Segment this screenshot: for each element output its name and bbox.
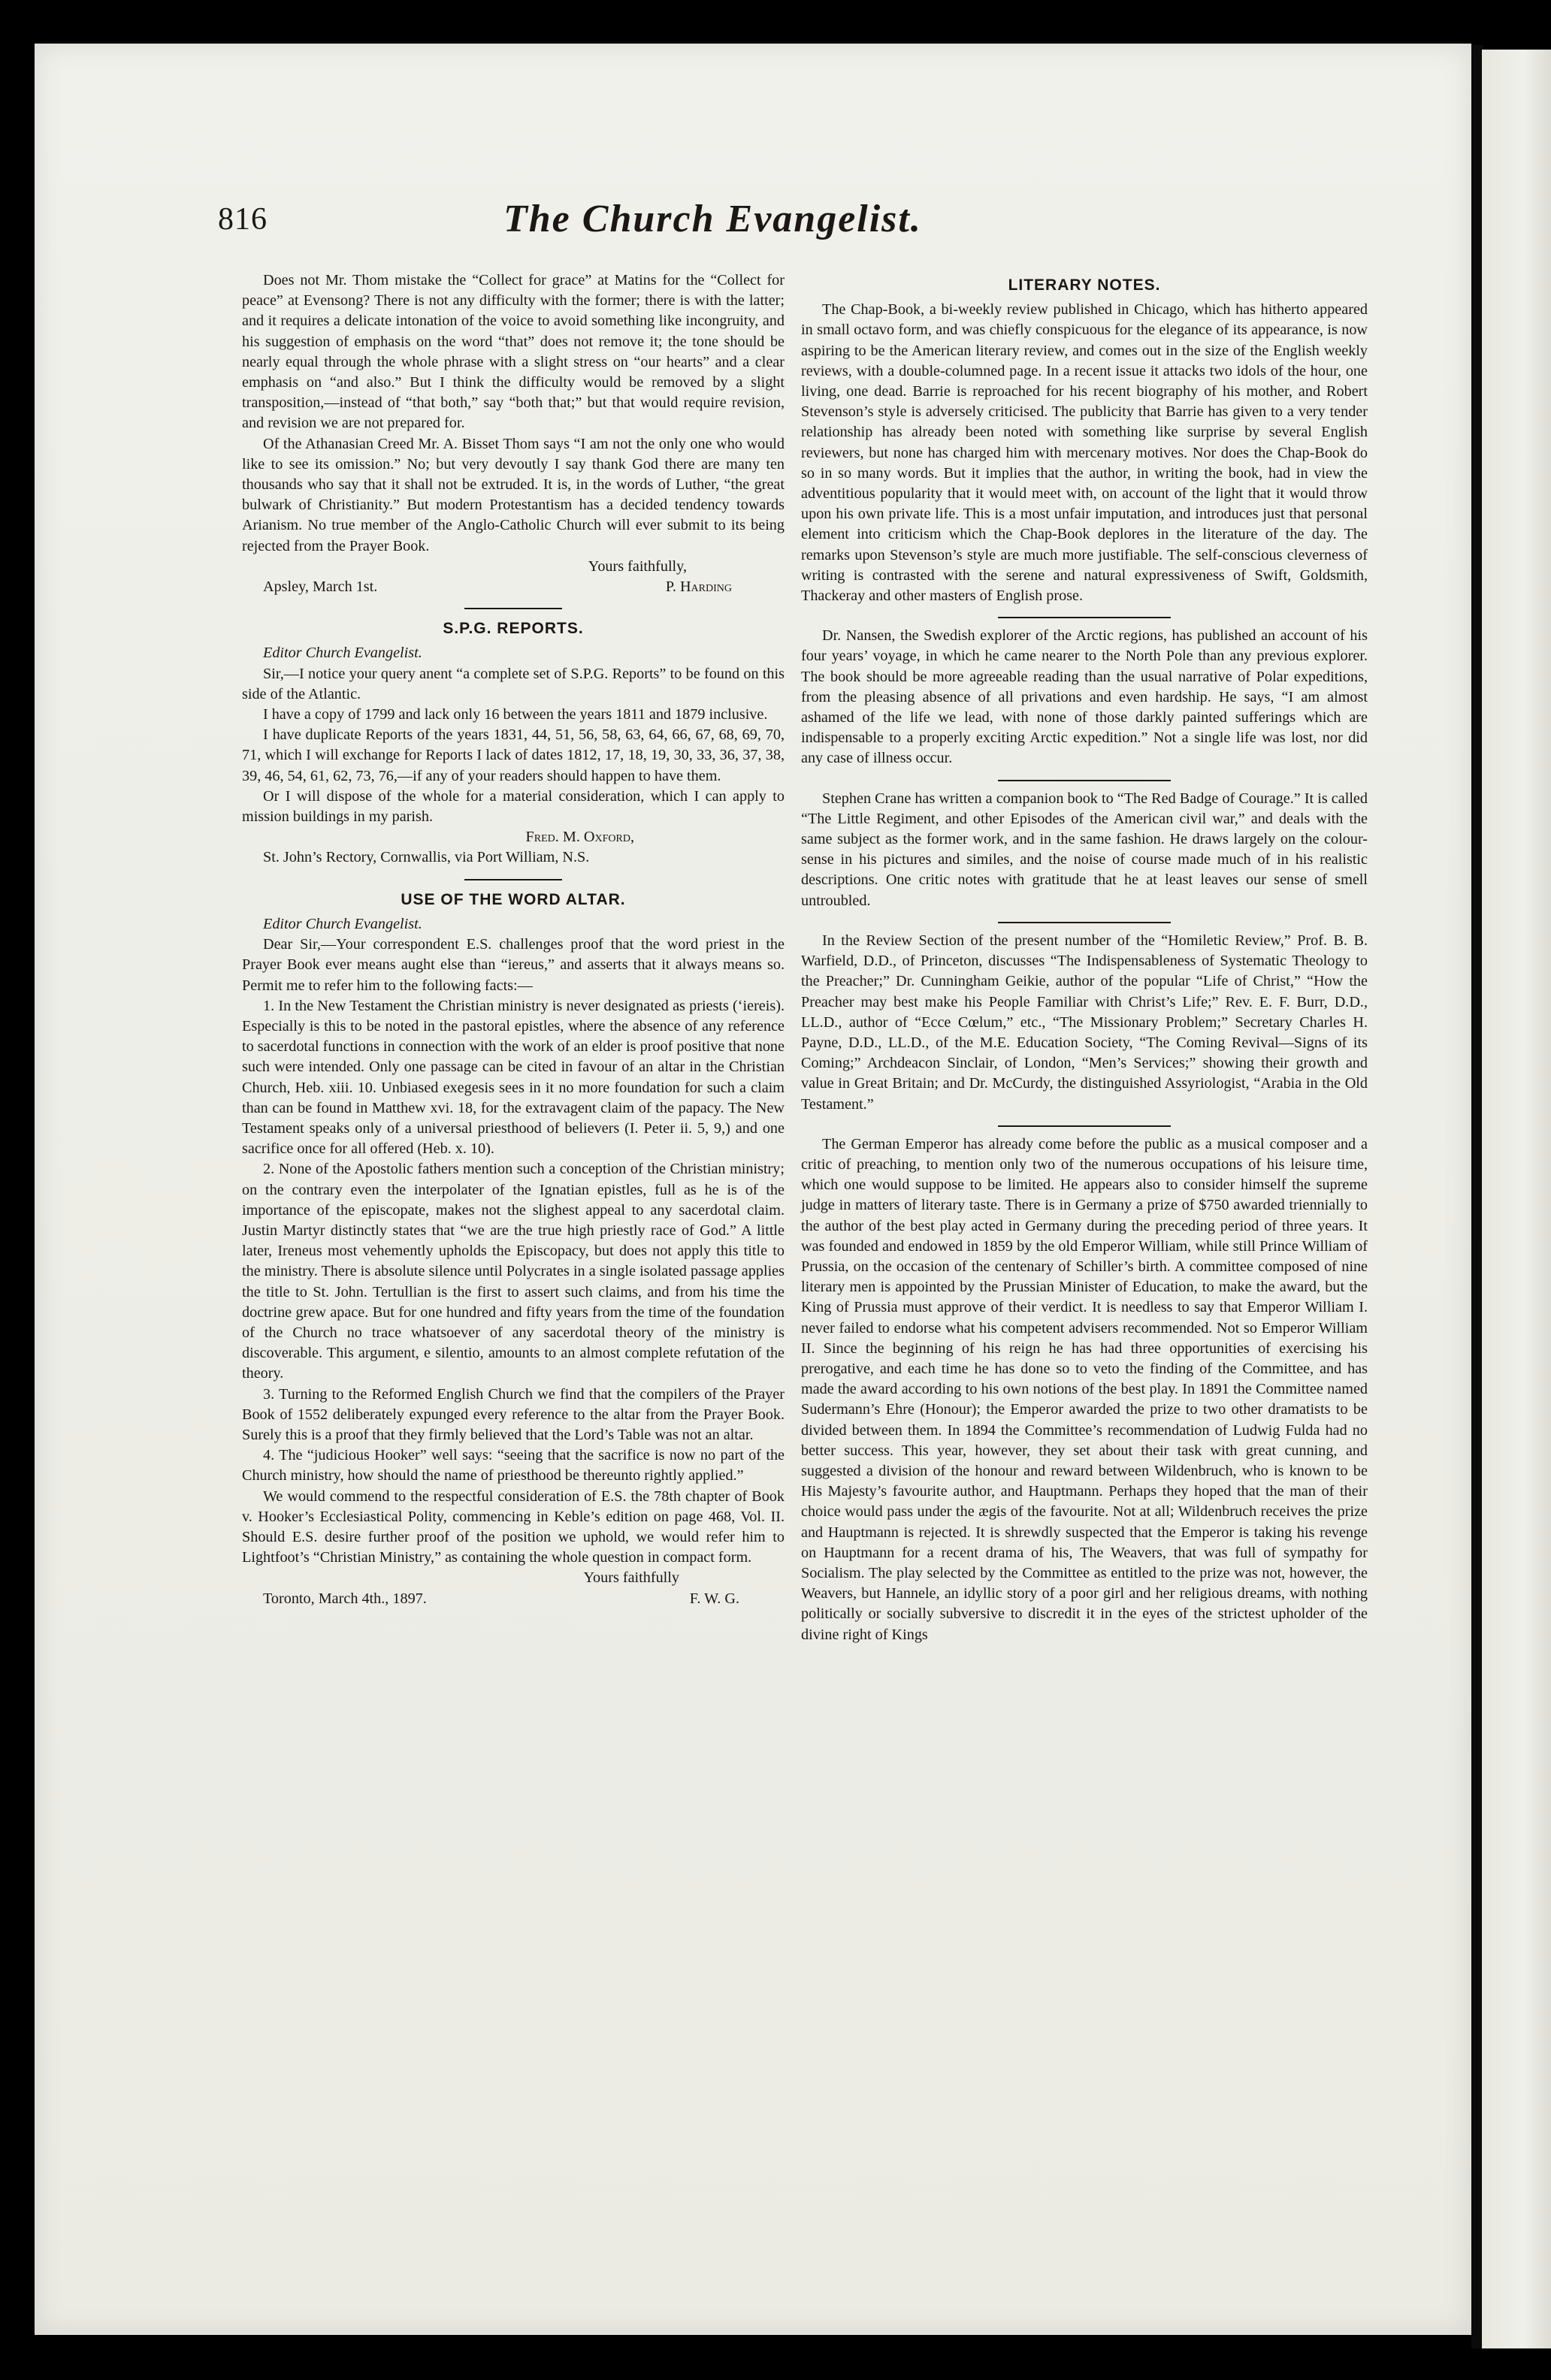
paragraph: Of the Athanasian Creed Mr. A. Bisset Thom says “I am not the only one who would like to see its omission.” No; but very devoutly I say thank God there are many ten thousands who say that it shall not be extruded. It is, in the words of Luther, “the great bulwark of Christianity.” But modern Protestantism has a decided tendency towards Arianism. No true member of the Anglo-Catholic Church will ever submit to its being rejected from the Prayer Book.: [242, 435, 785, 554]
letter-signature: P. Harding: [665, 578, 732, 596]
paragraph: 2. None of the Apostolic fathers mention such a conception of the Christian ministry; on the contrary even the interpolater of the Ignatian epistles, full as he is of the importance of the episcopate, makes not the slighest appeal to any sacerdotal claim. Justin Martyr distinctly states that “we are the true high priestly race of God.” A little later, Ireneus most vehemently upholds the Episcopacy, but does not apply this title to the ministry. There is absolute silence until Polycrates in a single isolated passage applies the title to St. John. Tertullian is the first to assert such claims, and from his time the doctrine grew apace. But for one hundred and fifty years from the time of the foundation of the Church no trace whatsoever of any sacerdotal theory of the ministry is discoverable. This argument, e silentio, amounts to an almost complete refutation of the theory.: [242, 1161, 785, 1382]
letter-place: Toronto, March 4th., 1897.: [263, 1590, 427, 1607]
letter-place: Apsley, March 1st.: [263, 578, 378, 596]
letter-collect: [242, 270, 785, 597]
section-spg-reports: [242, 618, 785, 868]
paragraph: 1. In the New Testament the Christian ministry is never designated as priests (‘iereis). Especially is this to be noted in the pastoral epistles, where the absence of any reference to sacerdotal functions in connection with the work of an elder is proof positive that none such were intended. Only one passage can be cited in favour of an altar in the Christian Church, Heb. xiii. 10. Unbiased exegesis sees in it no more foundation for such a claim than can be found in Matthew xvi. 18, for the extravagent claim of the papacy. The New Testament speaks only of a universal priesthood of believers (I. Peter ii. 5, 9,) and one sacrifice once for all offered (Heb. x. 10).: [242, 997, 785, 1158]
note-divider: [998, 780, 1171, 781]
literary-note: Dr. Nansen, the Swedish explorer of the Arctic regions, has published an account of his four years’ voyage, in which he came nearer to the North Pole than any previous explorer. The book should be more agreeable reading than the usual narrative of Polar expeditions, from the pleasing absence of all privations and even hardship. He says, “I am almost ashamed of the life we lead, with none of those darkly painted sufferings which are indispensable to a properly exciting Arctic expedition.” Not a single life was lost, nor did any case of illness occur.: [801, 627, 1368, 767]
paragraph: I have a copy of 1799 and lack only 16 between the years 1811 and 1879 inclusive.: [263, 706, 768, 723]
section-divider: [464, 879, 562, 880]
letter-closing: Yours faithfully: [583, 1569, 679, 1587]
page-header: [218, 197, 1363, 249]
right-column: [801, 270, 1368, 1645]
note-divider: [998, 1125, 1171, 1127]
section-heading: LITERARY NOTES.: [1008, 276, 1161, 294]
literary-note: The Chap-Book, a bi-weekly review published in Chicago, which has hitherto appeared in small octavo form, and was chiefly conspicuous for the elegance of its appearance, is now aspiring to be the American literary review, and comes out in the size of the English weekly reviews, with a double-columned page. In a recent issue it attacks two idols of the hour, one living, one dead. Barrie is reproached for his recent biography of his mother, and Robert Stevenson’s style is adversely criticised. The publicity that Barrie has given to a very tender relationship has already been noted with something like surprise by several English reviewers, but none has charged him with mercenary motives. Nor does the Chap-Book do so in so many words. But it implies that the author, in writing the book, had in view the adventitious popularity that it would meet with, on account of the light that it would throw upon his own private life. This is a most unfair imputation, and introduces just that personal element into criticism which the Chap-Book deplores in the literature of the day. The remarks upon Stevenson’s style are much more justifiable. The self-conscious cleverness of writing is contrasted with the serene and natural expressiveness of Swift, Goldsmith, Thackeray and other masters of English prose.: [801, 301, 1368, 605]
section-heading: USE OF THE WORD ALTAR.: [401, 890, 626, 908]
letter-signature: Fred. M. Oxford,: [525, 829, 634, 846]
letter-signature: F. W. G.: [689, 1590, 739, 1607]
signature-row: [242, 1589, 785, 1609]
section-heading: S.P.G. REPORTS.: [443, 620, 584, 638]
literary-note: In the Review Section of the present number of the “Homiletic Review,” Prof. B. B. Warfield, D.D., of Princeton, discusses “The Indispensableness of Systematic Theology to the Preacher;” Dr. Cunningham Geikie, author of the popular “Life of Christ,” “How the Preacher may best make his People Familiar with Christ’s Life;” Rev. E. F. Burr, D.D., LL.D., author of “Ecce Cœlum,” etc., “The Missionary Problem;” Secretary Charles H. Payne, D.D., LL.D., of the M.E. Education Society, “The Coming Revival—Signs of its Coming;” Archdeacon Sinclair, of London, “Men’s Services;” showing their growth and value in Great Britain; and Dr. McCurdy, the distinguished Assyriologist, “Arabia in the Old Testament.”: [801, 932, 1368, 1113]
journal-title: The Church Evangelist.: [503, 198, 922, 240]
signature-row: [242, 577, 785, 597]
salutation: Editor Church Evangelist.: [263, 915, 422, 932]
paragraph: Does not Mr. Thom mistake the “Collect for grace” at Matins for the “Collect for peace” at Evensong? There is not any difficulty with the former; there is with the latter; and it requires a delicate intonation of the voice to avoid something like incongruity, and his suggestion of emphasis on the word “that” does not remove it; the tone should be nearly equal through the whole phrase with a slight stress on “our hearts” and a clear emphasis on “and also.” But I think the difficulty would be removed by a slight transposition,—instead of “that both,” say “both that;” but that would require revision, and revision we are not prepared for.: [242, 272, 785, 432]
paragraph: Sir,—I notice your query anent “a complete set of S.P.G. Reports” to be found on this side of the Atlantic.: [242, 665, 785, 702]
letter-closing: Yours faithfully,: [588, 557, 687, 575]
facing-page-edge: [1482, 50, 1551, 2348]
paragraph: 4. The “judicious Hooker” well says: “seeing that the sacrifice is now no part of the Church ministry, how should the name of priesthood be thereunto rightly applied.”: [242, 1447, 785, 1484]
note-divider: [998, 617, 1171, 618]
letter-address: St. John’s Rectory, Cornwallis, via Port William, N.S.: [263, 849, 590, 866]
section-altar: [242, 889, 785, 1609]
paragraph: We would commend to the respectful consideration of E.S. the 78th chapter of Book v. Hooker’s Ecclesiastical Polity, commencing in Keble’s edition on page 468, Vol. II. Should E.S. desire further proof of the position we uphold, we would refer him to Lightfoot’s “Christian Ministry,” as containing the whole question in compact form.: [242, 1488, 785, 1566]
paragraph: 3. Turning to the Reformed English Church we find that the compilers of the Prayer Book of 1552 deliberately expunged every reference to the altar from the Prayer Book. Surely this is a proof that they firmly believed that the Lord’s Table was not an altar.: [242, 1385, 785, 1443]
note-divider: [998, 922, 1171, 923]
page-number: 816: [218, 202, 268, 237]
paragraph: Dear Sir,—Your correspondent E.S. challenges proof that the word priest in the Prayer Book ever means aught else than “iereus,” and asserts that it always means so. Permit me to refer him to the following facts:—: [242, 936, 785, 994]
literary-note: The German Emperor has already come before the public as a musical composer and a critic of preaching, to mention only two of the numerous occupations of his leisure time, which one would suppose to be limited. He appears also to consider himself the supreme judge in matters of literary taste. There is in Germany a prize of $750 awarded triennially to the author of the best play acted in Germany during the preceding period of three years. It was founded and endowed in 1859 by the old Emperor William, while still Prince William of Prussia, on the occasion of the centenary of Schiller’s birth. A committee composed of nine literary men is appointed by the Prussian Minister of Education, to make the award, but the King of Prussia must approve of their verdict. It is needless to say that Emperor William I. never failed to endorse what his competent advisers recommended. Not so Emperor William II. Since the beginning of his reign he has had three opportunities of exercising his prerogative, and each time he has done so to veto the finding of the Committee, and has made the award according to his own notions of the best play. In 1891 the Committee named Sudermann’s Ehre (Honour); the Emperor awarded the prize to two other dramatists to be divided between them. In 1894 the Committee’s recommendation of Ludwig Fulda had no better success. This year, however, they set about their task with great cunning, and suggested a division of the honour and reward between Wildenbruch, who is known to be His Majesty’s favourite author, and Hauptmann. Perhaps they hoped that the man of their choice would pass under the ægis of the favourite. Not at all; Wildenbruch receives the prize and Hauptmann is rejected. It is shrewdly suspected that the Emperor is taking his revenge on Hauptmann for a recent drama of his, The Weavers, that was full of sympathy for Socialism. The play selected by the Committee as entitled to the prize was not, however, the Weavers, but Hannele, an idyllic story of a poor girl and her religious dreams, with nothing politically or socially subversive to discredit it in the eyes of the strictest upholder of the divine right of Kings: [801, 1135, 1368, 1643]
literary-note: Stephen Crane has written a companion book to “The Red Badge of Courage.” It is called “The Little Regiment, and other Episodes of the American civil war,” and deals with the same subject as the former work, and in the same fashion. He draws largely on the colour-sense in his pictures and similes, and the noise of course made much of in his realistic descriptions. One critic notes with gratitude that he at least leaves our sense of smell untroubled.: [801, 790, 1368, 909]
section-divider: [464, 608, 562, 609]
salutation: Editor Church Evangelist.: [263, 645, 422, 662]
left-column: [242, 270, 785, 1609]
paragraph: I have duplicate Reports of the years 1831, 44, 51, 56, 58, 63, 64, 66, 67, 68, 69, 70, 71, which I will exchange for Reports I lack of dates 1812, 17, 18, 19, 30, 33, 36, 37, 38, 39, 46, 54, 61, 62, 73, 76,—if any of your readers should happen to have them.: [242, 726, 785, 784]
paragraph: Or I will dispose of the whole for a material consideration, which I can apply to mission buildings in my parish.: [242, 787, 785, 826]
